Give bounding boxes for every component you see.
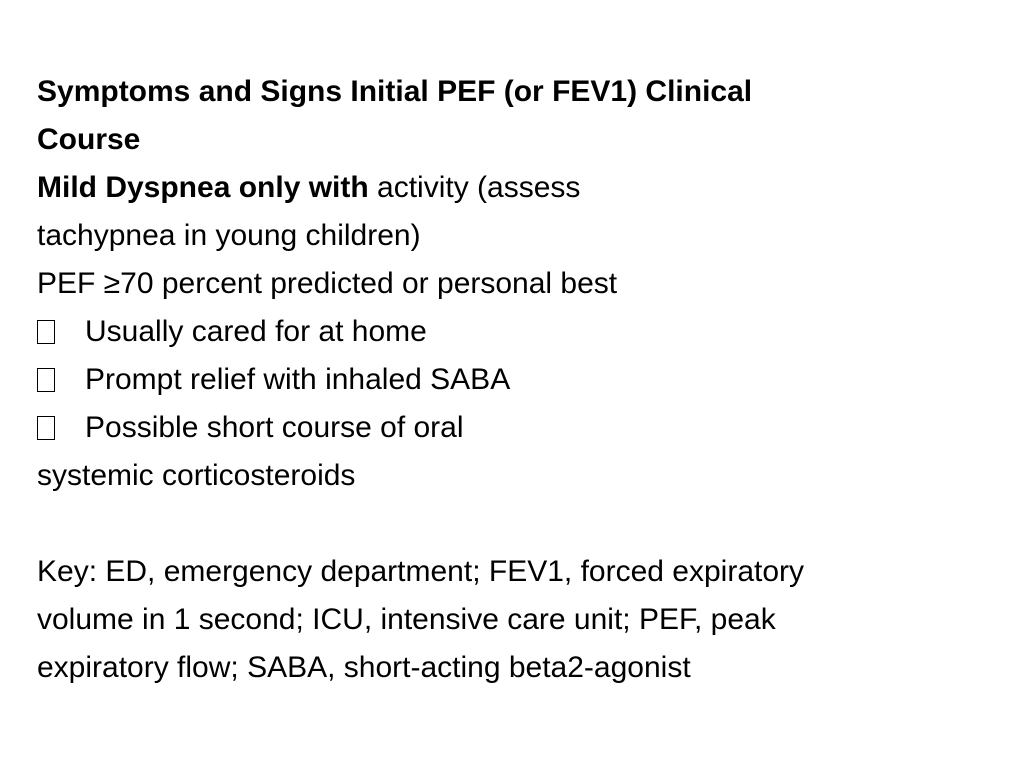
severity-normal-text: activity (assess	[368, 171, 581, 204]
missing-glyph-bullet-icon	[37, 320, 55, 344]
missing-glyph-bullet-icon	[37, 416, 55, 440]
key-line-3: expiratory flow; SABA, short-acting beta2-agonist	[37, 651, 691, 684]
bullet-item	[37, 308, 997, 356]
key-line-1: Key: ED, emergency department; FEV1, forced expiratory	[37, 555, 805, 588]
slide-body	[37, 68, 997, 692]
heading-line-2: Course	[37, 123, 141, 156]
bullet-text: Possible short course of oral	[85, 411, 464, 444]
severity-line-1	[37, 164, 997, 212]
bullet-item	[37, 404, 997, 452]
heading-line-1: Symptoms and Signs Initial PEF (or FEV1) Clinical	[37, 75, 753, 108]
bullet-item	[37, 356, 997, 404]
bullet-text: Usually cared for at home	[85, 315, 427, 348]
pef-line: PEF ≥70 percent predicted or personal best	[37, 267, 618, 300]
severity-line-2: tachypnea in young children)	[37, 219, 421, 252]
severity-bold-text: Mild Dyspnea only with	[37, 171, 369, 204]
continuation-line: systemic corticosteroids	[37, 459, 356, 492]
spacer	[37, 500, 997, 548]
bullet-text: Prompt relief with inhaled SABA	[85, 363, 511, 396]
missing-glyph-bullet-icon	[37, 368, 55, 392]
key-line-2: volume in 1 second; ICU, intensive care unit; PEF, peak	[37, 603, 776, 636]
